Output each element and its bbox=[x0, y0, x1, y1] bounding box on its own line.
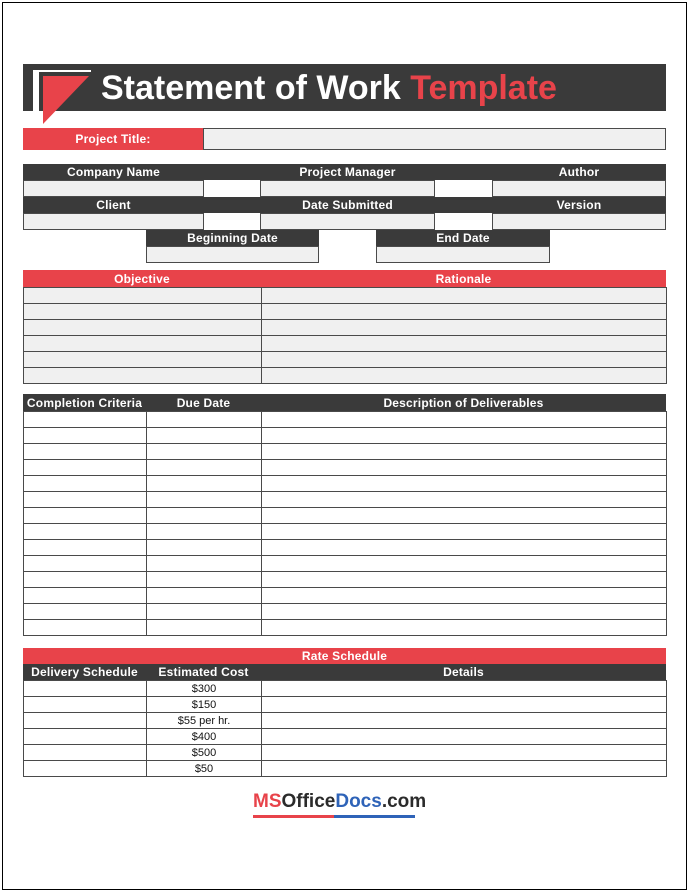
deliverable-row bbox=[24, 604, 667, 620]
title-main: Statement of Work bbox=[101, 69, 401, 107]
beginning-date-input[interactable] bbox=[146, 246, 319, 263]
due-date-cell[interactable] bbox=[147, 428, 262, 444]
objective-cell[interactable] bbox=[24, 320, 262, 336]
rate-table bbox=[23, 680, 667, 777]
objective-row bbox=[24, 368, 667, 384]
completion-criteria-cell[interactable] bbox=[24, 476, 147, 492]
logo-underline bbox=[253, 815, 415, 818]
objective-cell[interactable] bbox=[24, 288, 262, 304]
description-cell[interactable] bbox=[262, 572, 667, 588]
project-manager-input[interactable] bbox=[260, 180, 435, 197]
deliverable-row bbox=[24, 540, 667, 556]
deliverables-table bbox=[23, 411, 667, 636]
delivery-schedule-header: Delivery Schedule bbox=[31, 665, 138, 679]
rate-row bbox=[24, 681, 667, 697]
version-label: Version bbox=[556, 198, 602, 212]
rate-row bbox=[24, 761, 667, 777]
end-date-label: End Date bbox=[376, 230, 550, 246]
due-date-cell[interactable] bbox=[147, 412, 262, 428]
due-date-cell[interactable] bbox=[147, 604, 262, 620]
due-date-cell[interactable] bbox=[147, 444, 262, 460]
due-date-cell[interactable] bbox=[147, 556, 262, 572]
objective-header: Objective bbox=[23, 270, 261, 287]
deliverable-row bbox=[24, 460, 667, 476]
logo-office: Office bbox=[281, 791, 336, 812]
details-header: Details bbox=[443, 665, 484, 679]
delivery-schedule-cell[interactable] bbox=[24, 681, 147, 697]
client-label: Client bbox=[96, 198, 131, 212]
objective-table bbox=[23, 287, 667, 384]
logo-com: .com bbox=[381, 791, 427, 812]
estimated-cost-cell[interactable]: $55 per hr. bbox=[147, 713, 262, 729]
details-cell[interactable] bbox=[262, 761, 667, 777]
project-title-input[interactable] bbox=[203, 128, 666, 150]
objective-cell[interactable] bbox=[24, 304, 262, 320]
deliverable-row bbox=[24, 412, 667, 428]
due-date-header: Due Date bbox=[176, 395, 231, 410]
due-date-cell[interactable] bbox=[147, 572, 262, 588]
beginning-date-label: Beginning Date bbox=[146, 230, 319, 246]
logo-ms: MS bbox=[253, 791, 282, 812]
description-cell[interactable] bbox=[262, 412, 667, 428]
due-date-cell[interactable] bbox=[147, 476, 262, 492]
completion-criteria-cell[interactable] bbox=[24, 444, 147, 460]
version-input[interactable] bbox=[492, 213, 666, 230]
due-date-cell[interactable] bbox=[147, 620, 262, 636]
completion-criteria-cell[interactable] bbox=[24, 524, 147, 540]
rate-row bbox=[24, 697, 667, 713]
description-cell[interactable] bbox=[262, 508, 667, 524]
rationale-cell[interactable] bbox=[262, 368, 667, 384]
completion-criteria-cell[interactable] bbox=[24, 572, 147, 588]
end-date-input[interactable] bbox=[376, 246, 550, 263]
deliverable-row bbox=[24, 588, 667, 604]
deliverable-row bbox=[24, 444, 667, 460]
project-manager-label: Project Manager bbox=[299, 165, 396, 179]
author-label: Author bbox=[558, 165, 600, 179]
details-cell[interactable] bbox=[262, 713, 667, 729]
estimated-cost-cell[interactable]: $150 bbox=[147, 697, 262, 713]
deliverable-row bbox=[24, 524, 667, 540]
rate-row bbox=[24, 713, 667, 729]
details-cell[interactable] bbox=[262, 745, 667, 761]
author-input[interactable] bbox=[492, 180, 666, 197]
deliverable-row bbox=[24, 572, 667, 588]
client-input[interactable] bbox=[23, 213, 204, 230]
rationale-cell[interactable] bbox=[262, 304, 667, 320]
estimated-cost-cell[interactable]: $500 bbox=[147, 745, 262, 761]
details-cell[interactable] bbox=[262, 681, 667, 697]
objective-row bbox=[24, 288, 667, 304]
site-logo bbox=[253, 789, 426, 821]
completion-criteria-header: Completion Criteria bbox=[26, 395, 143, 410]
rationale-cell[interactable] bbox=[262, 288, 667, 304]
completion-criteria-cell[interactable] bbox=[24, 604, 147, 620]
delivery-schedule-cell[interactable] bbox=[24, 729, 147, 745]
deliverable-row bbox=[24, 428, 667, 444]
completion-criteria-cell[interactable] bbox=[24, 508, 147, 524]
objective-row bbox=[24, 320, 667, 336]
description-cell[interactable] bbox=[262, 604, 667, 620]
date-submitted-input[interactable] bbox=[260, 213, 435, 230]
details-cell[interactable] bbox=[262, 697, 667, 713]
objective-cell[interactable] bbox=[24, 352, 262, 368]
completion-criteria-cell[interactable] bbox=[24, 540, 147, 556]
deliverable-row bbox=[24, 508, 667, 524]
rationale-cell[interactable] bbox=[262, 336, 667, 352]
estimated-cost-cell[interactable]: $400 bbox=[147, 729, 262, 745]
rate-schedule-header: Rate Schedule bbox=[23, 648, 666, 664]
deliverable-row bbox=[24, 492, 667, 508]
delivery-schedule-cell[interactable] bbox=[24, 697, 147, 713]
estimated-cost-header: Estimated Cost bbox=[158, 665, 249, 679]
rate-row bbox=[24, 745, 667, 761]
objective-cell[interactable] bbox=[24, 368, 262, 384]
description-cell[interactable] bbox=[262, 492, 667, 508]
estimated-cost-cell[interactable]: $50 bbox=[147, 761, 262, 777]
delivery-schedule-cell[interactable] bbox=[24, 745, 147, 761]
description-cell[interactable] bbox=[262, 556, 667, 572]
project-title-label: Project Title: bbox=[23, 128, 203, 150]
objective-row bbox=[24, 352, 667, 368]
delivery-schedule-cell[interactable] bbox=[24, 713, 147, 729]
deliverable-row bbox=[24, 556, 667, 572]
completion-criteria-cell[interactable] bbox=[24, 460, 147, 476]
due-date-cell[interactable] bbox=[147, 540, 262, 556]
deliverable-row bbox=[24, 476, 667, 492]
completion-criteria-cell[interactable] bbox=[24, 556, 147, 572]
description-cell[interactable] bbox=[262, 460, 667, 476]
company-name-input[interactable] bbox=[23, 180, 204, 197]
description-cell[interactable] bbox=[262, 620, 667, 636]
completion-criteria-cell[interactable] bbox=[24, 412, 147, 428]
description-cell[interactable] bbox=[262, 428, 667, 444]
rationale-header: Rationale bbox=[261, 270, 666, 287]
due-date-cell[interactable] bbox=[147, 460, 262, 476]
delivery-schedule-cell[interactable] bbox=[24, 761, 147, 777]
page-title bbox=[101, 68, 557, 108]
due-date-cell[interactable] bbox=[147, 524, 262, 540]
date-submitted-label: Date Submitted bbox=[302, 198, 393, 212]
rationale-cell[interactable] bbox=[262, 320, 667, 336]
completion-criteria-cell[interactable] bbox=[24, 588, 147, 604]
objective-cell[interactable] bbox=[24, 336, 262, 352]
completion-criteria-cell[interactable] bbox=[24, 492, 147, 508]
due-date-cell[interactable] bbox=[147, 588, 262, 604]
completion-criteria-cell[interactable] bbox=[24, 428, 147, 444]
description-cell[interactable] bbox=[262, 588, 667, 604]
details-cell[interactable] bbox=[262, 729, 667, 745]
objective-row bbox=[24, 336, 667, 352]
completion-criteria-cell[interactable] bbox=[24, 620, 147, 636]
deliverable-row bbox=[24, 620, 667, 636]
description-cell[interactable] bbox=[262, 524, 667, 540]
description-cell[interactable] bbox=[262, 540, 667, 556]
due-date-cell[interactable] bbox=[147, 508, 262, 524]
logo-docs: Docs bbox=[335, 791, 382, 812]
description-cell[interactable] bbox=[262, 476, 667, 492]
estimated-cost-cell[interactable]: $300 bbox=[147, 681, 262, 697]
objective-row bbox=[24, 304, 667, 320]
description-cell[interactable] bbox=[262, 444, 667, 460]
rationale-cell[interactable] bbox=[262, 352, 667, 368]
due-date-cell[interactable] bbox=[147, 492, 262, 508]
rate-row bbox=[24, 729, 667, 745]
title-accent: Template bbox=[410, 69, 557, 107]
corner-logo-icon bbox=[33, 70, 93, 126]
company-name-label: Company Name bbox=[66, 165, 161, 179]
description-header: Description of Deliverables bbox=[383, 395, 544, 410]
